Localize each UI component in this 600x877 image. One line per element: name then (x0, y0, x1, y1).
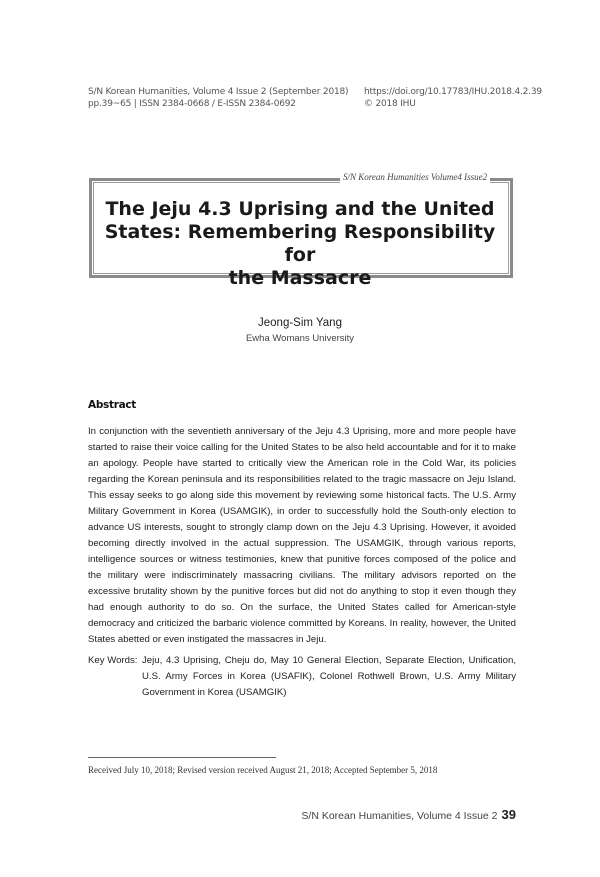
page-number: 39 (501, 807, 516, 822)
header-citation-line1: S/N Korean Humanities, Volume 4 Issue 2 (September 2018) (88, 87, 349, 97)
keywords-label: Key Words: (88, 655, 138, 666)
header-citation-line2: pp.39~65 | ISSN 2384-0668 / E-ISSN 2384-0692 (88, 99, 296, 109)
abstract-text: In conjunction with the seventieth anniversary of the Jeju 4.3 Uprising, more and more people have started to raise their voice calling for the United States to be also held accountable and for it to make an apology. People have started to critically view the American role in the Cold War, its policies regarding the Korean peninsula and its responsibilities related to the tragic massacre on Jeju Island. This essay seeks to go along side this movement by reviewing some historical facts. The U.S. Army Military Government in Korea (USAMGIK), in order to successfully hold the South-only election to advance US interests, sought to strongly clamp down on the Jeju 4.3 Uprising. However, it avoided becoming directly involved in the actual suppression. The USAMGIK, through various reports, intelligence sources or witness testimonies, knew that punitive forces composed of the police and the military were indiscriminately massacring civilians. The military advisors reported on the excessive brutality shown by the punitive forces but did not do anything to stop it even though they had enough authority to do so. On the surface, the United States called for American-style democracy and criticized the barbaric violence committed by Koreans. In reality, however, the United States abetted or even instigated the massacres in Jeju. (88, 426, 516, 645)
header-citation (88, 86, 348, 110)
author-affiliation: Ewha Womans University (245, 333, 355, 344)
keywords-text: Jeju, 4.3 Uprising, Cheju do, May 10 General Election, Separate Election, Unification, U.S. Army Forces in Korea (USAFIK), Colonel Rothwell Brown, U.S. Army Military Government in Korea (USAMGIK) (142, 655, 516, 698)
received-dates: Received July 10, 2018; Revised version received August 21, 2018; Accepted September 5, 2018 (88, 765, 438, 775)
paper-title (100, 198, 500, 290)
copyright-notice: © 2018 IHU (364, 99, 416, 109)
author-name: Jeong-Sim Yang (258, 317, 342, 329)
doi-link[interactable]: https://doi.org/10.17783/IHU.2018.4.2.39 (364, 87, 542, 97)
footnote-rule (88, 757, 276, 758)
keywords (88, 653, 516, 701)
title-line-1: The Jeju 4.3 Uprising and the United (105, 198, 495, 220)
journal-tag: S/N Korean Humanities Volume4 Issue2 (340, 170, 490, 184)
abstract-heading: Abstract (88, 399, 137, 411)
title-line-2: States: Remembering Responsibility for (104, 221, 496, 266)
page-footer (290, 807, 516, 822)
footer-journal: S/N Korean Humanities, Volume 4 Issue 2 (301, 810, 498, 822)
header-doi (364, 86, 542, 110)
title-line-3: the Massacre (228, 267, 372, 289)
